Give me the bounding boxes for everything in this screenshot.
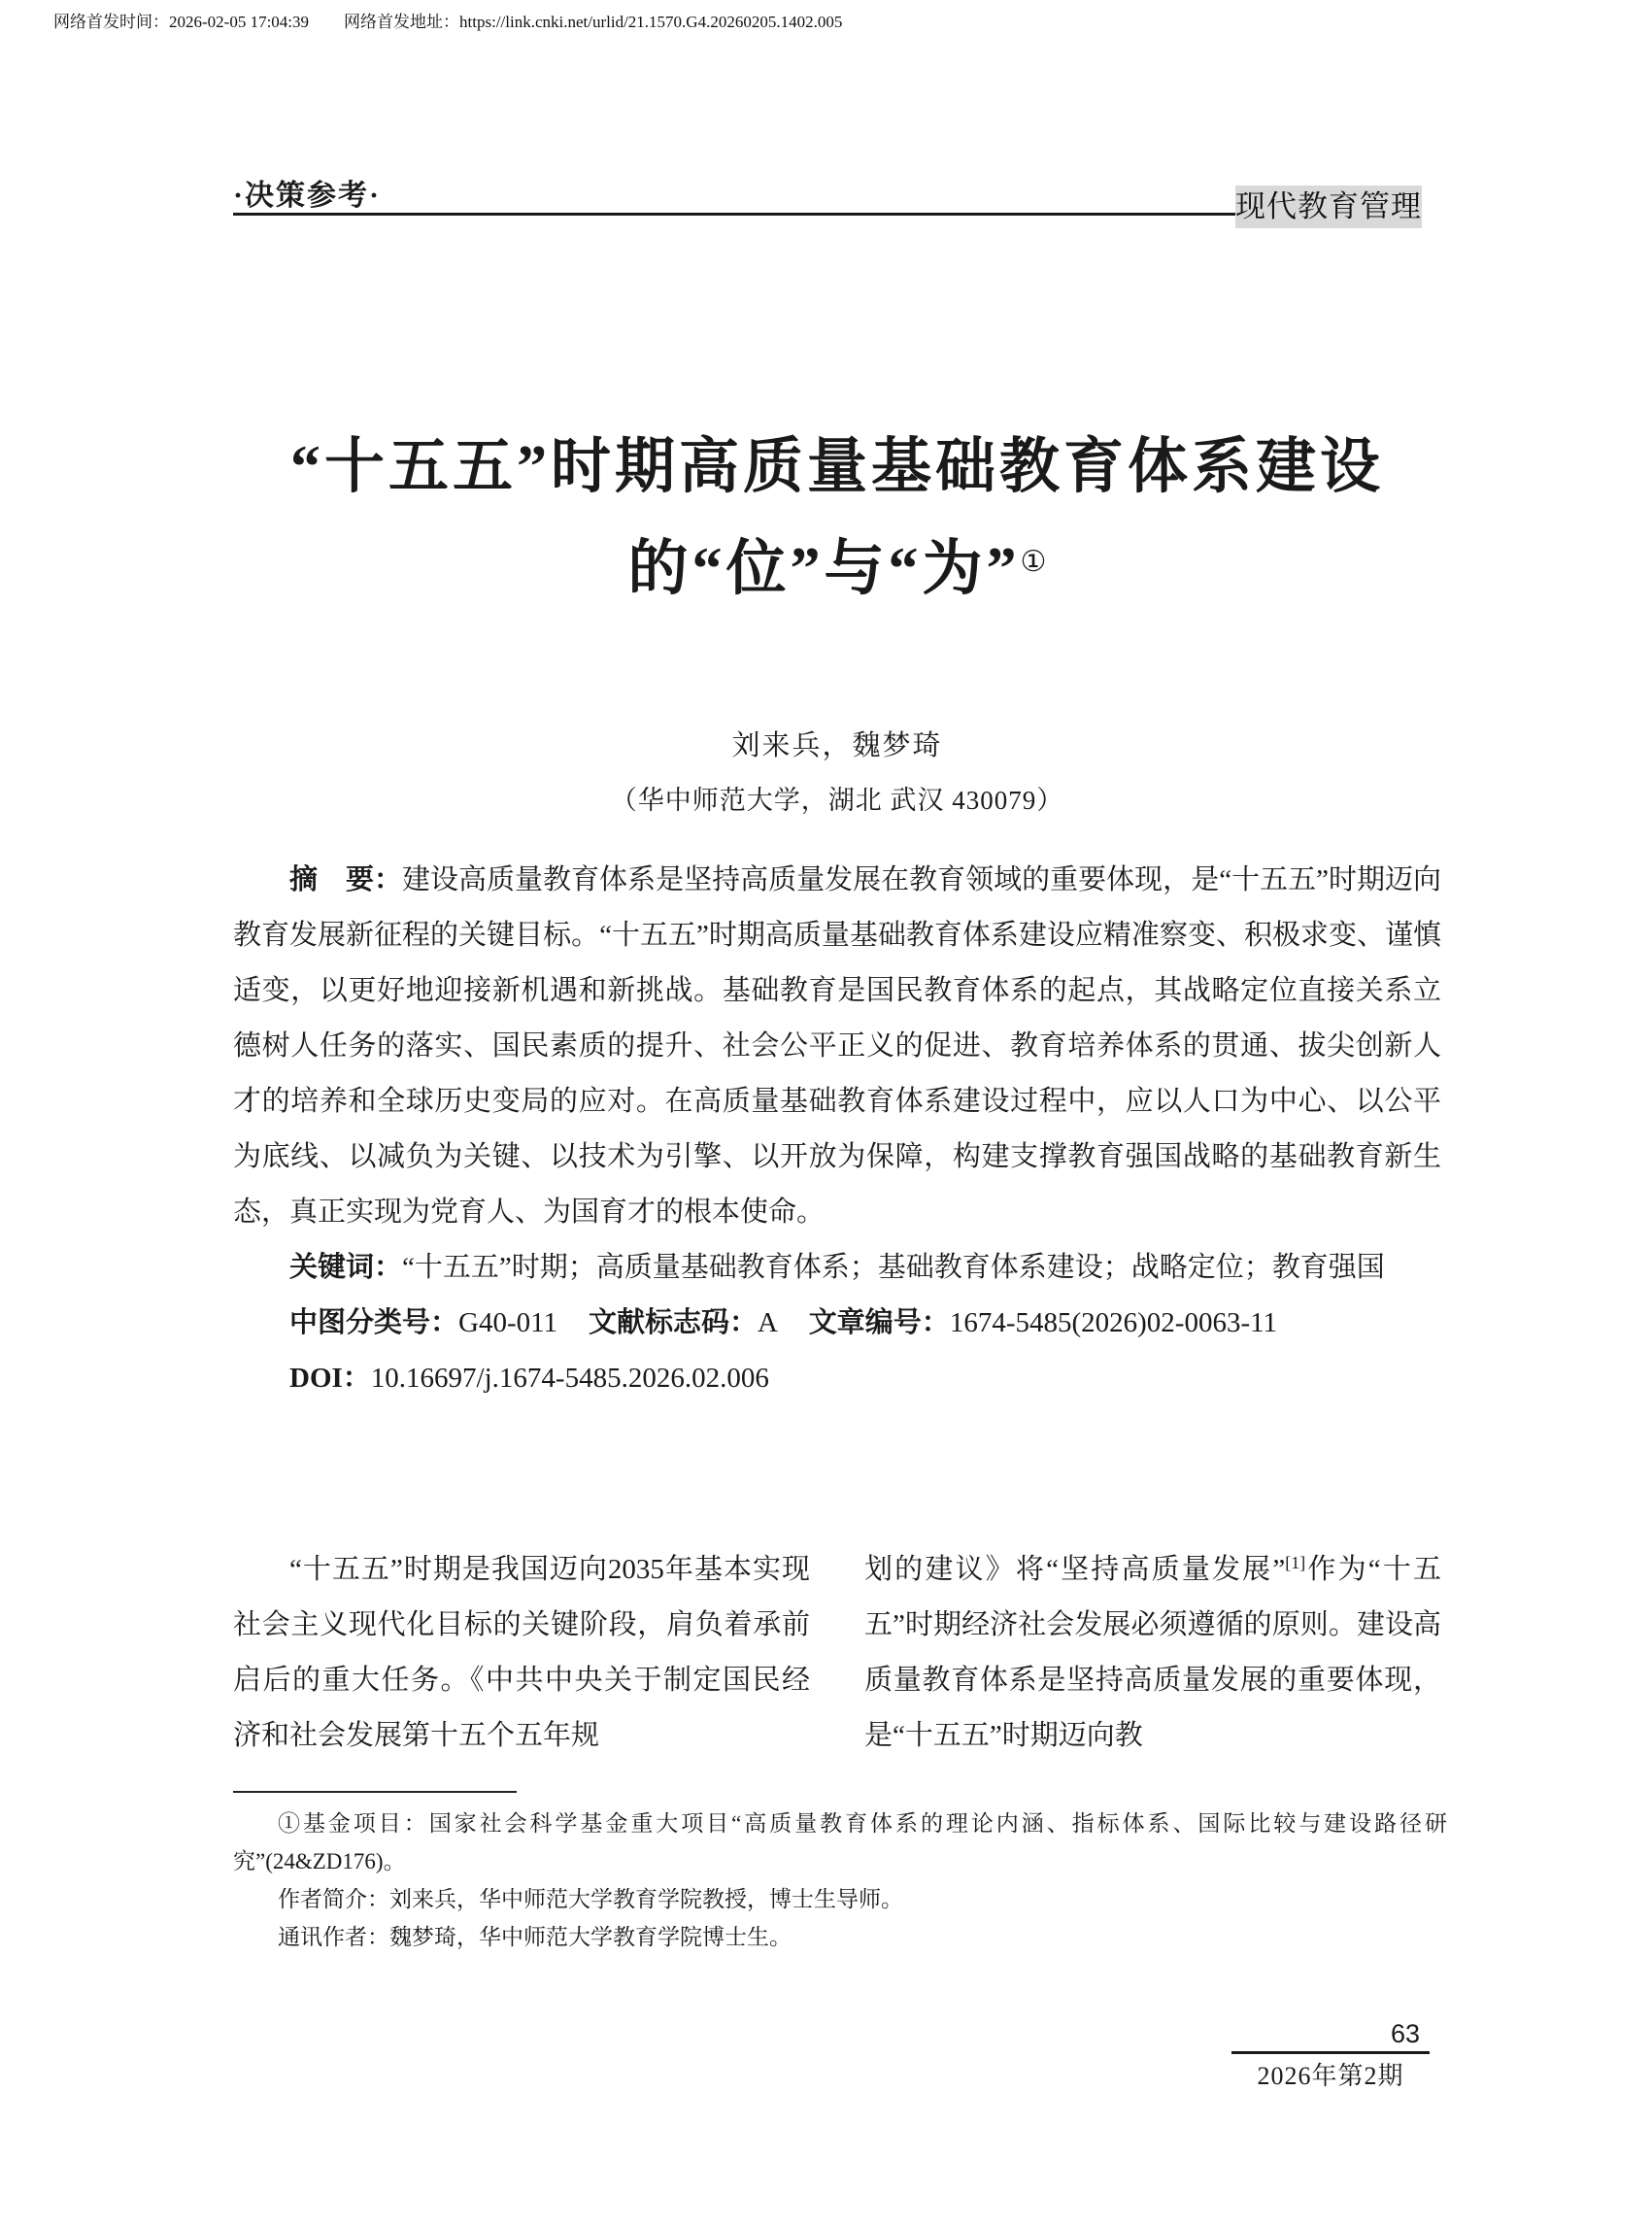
body-paragraph-left: “十五五”时期是我国迈向2035年基本实现社会主义现代化目标的关键阶段，肩负着承前启后的重大任务。《中共中央关于制定国民经济和社会发展第十五个五年规: [233, 1554, 810, 1751]
footnote-fund-project: ①基金项目：国家社会科学基金重大项目“高质量教育体系的理论内涵、指标体系、国际比较与建设路径研究”(24&ZD176)。: [233, 1811, 1447, 1873]
keywords-paragraph: [233, 1240, 1441, 1296]
authors-line: 刘来兵，魏梦琦: [731, 730, 943, 761]
publish-time-value: 2026-02-05 17:04:39: [169, 13, 310, 31]
citation-ref-1: [1]: [1285, 1553, 1306, 1572]
clc-label: 中图分类号：: [289, 1307, 459, 1338]
front-matter: [233, 853, 1441, 1406]
body-column-left: [233, 1542, 810, 1764]
title-footnote-ref: ①: [1020, 546, 1047, 578]
doi-value: 10.16697/j.1674-5485.2026.02.006: [370, 1363, 769, 1394]
abstract-label: 摘 要：: [289, 864, 403, 895]
publish-url-link[interactable]: https://link.cnki.net/urlid/21.1570.G4.20260205.1402.005: [459, 13, 843, 31]
column-section-label: ·决策参考·: [233, 180, 382, 212]
footnote-corresponding-author: 通讯作者：魏梦琦，华中师范大学教育学院博士生。: [278, 1925, 792, 1949]
article-id-value: 1674-5485(2026)02-0063-11: [949, 1307, 1278, 1338]
abstract-text: 建设高质量教育体系是坚持高质量发展在教育领域的重要体现，是“十五五”时期迈向教育发展新征程的关键目标。“十五五”时期高质量基础教育体系建设应精准察变、积极求变、谨慎适变，以更好地迎接新机遇和新挑战。基础教育是国民教育体系的起点，其战略定位直接关系立德树人任务的落实、国民素质的提升、社会公平正义的促进、教育培养体系的贯通、拔尖创新人才的培养和全球历史变局的应对。在高质量基础教育体系建设过程中，应以人口为中心、以公平为底线、以减负为关键、以技术为引擎、以开放为保障，构建支撑教育强国战略的基础教育新生态，真正实现为党育人、为国育才的根本使命。: [233, 864, 1441, 1228]
keywords-label: 关键词：: [289, 1252, 403, 1283]
doc-code-value: A: [757, 1307, 778, 1338]
footnotes-block: [233, 1804, 1447, 1956]
clc-value: G40-011: [458, 1307, 558, 1338]
article-title: [233, 420, 1441, 617]
header-rule: [233, 213, 1235, 216]
issue-label: 2026年第2期: [1257, 2062, 1404, 2090]
doi-line: [233, 1351, 1441, 1406]
classification-line: [233, 1296, 1441, 1351]
title-line-1: “十五五”时期高质量基础教育体系建设: [289, 434, 1384, 500]
cnki-first-publish-line: [53, 12, 842, 33]
affiliation-line: （华中师范大学，湖北 武汉 430079）: [610, 786, 1064, 815]
page-number: 63: [1390, 2019, 1420, 2048]
publish-url-label: 网络首发地址：: [344, 13, 460, 31]
title-line-2: 的“位”与“为”①: [627, 536, 1047, 602]
footnote-author-bio: 作者简介：刘来兵，华中师范大学教育学院教授，博士生导师。: [278, 1887, 903, 1911]
article-id-label: 文章编号：: [808, 1307, 950, 1338]
journal-name-badge: 现代教育管理: [1235, 186, 1422, 228]
page-footer: [1231, 2016, 1430, 2093]
footnote-separator-rule: [233, 1791, 517, 1793]
body-paragraph-right: 划的建议》将“坚持高质量发展”[1]作为“十五五”时期经济社会发展必须遵循的原则。建设高质量教育体系是坚持高质量发展的重要体现，是“十五五”时期迈向教: [864, 1553, 1441, 1751]
publish-time-label: 网络首发时间：: [53, 13, 169, 31]
doi-label: DOI：: [289, 1363, 371, 1394]
keywords-text: “十五五”时期；高质量基础教育体系；基础教育体系建设；战略定位；教育强国: [402, 1252, 1385, 1283]
doc-code-label: 文献标志码：: [588, 1307, 758, 1338]
abstract-paragraph: [233, 853, 1441, 1240]
body-column-right: [864, 1542, 1441, 1764]
